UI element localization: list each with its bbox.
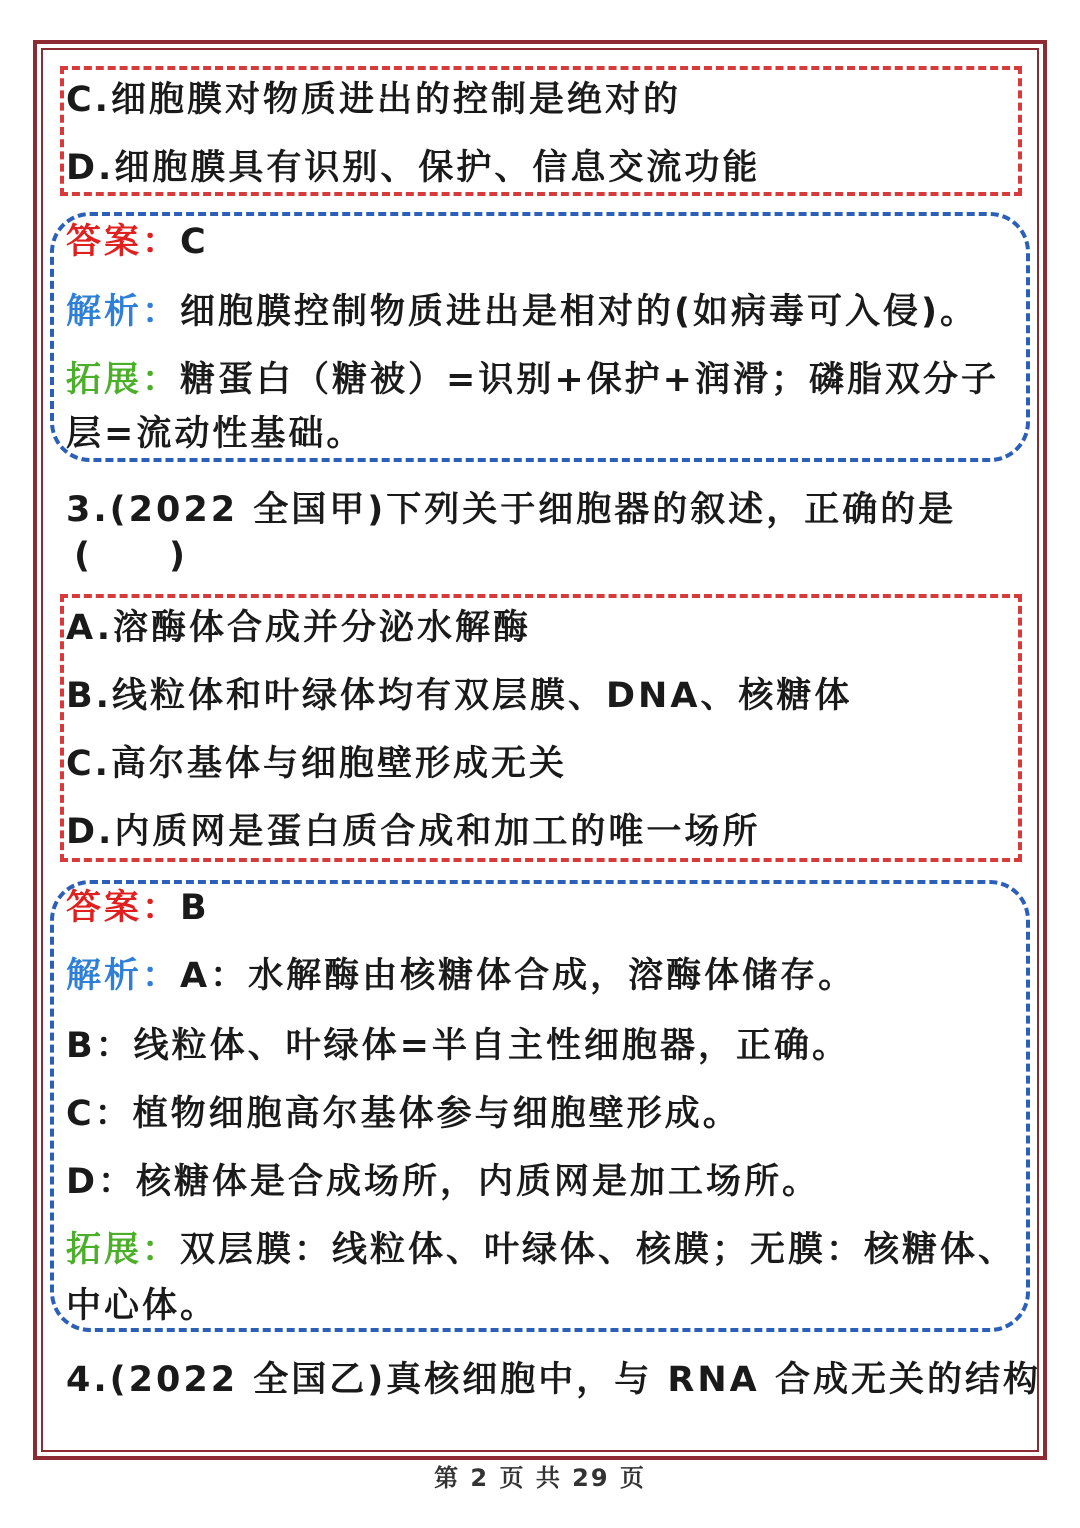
q3-title-line-1: 3.(2022 全国甲)下列关于细胞器的叙述，正确的是 bbox=[66, 490, 957, 530]
q3-option-a: A.溶酶体合成并分泌水解酶 bbox=[66, 608, 532, 648]
q3-analysis-line-c: C：植物细胞高尔基体参与细胞壁形成。 bbox=[66, 1094, 741, 1134]
extend-text: 糖蛋白（糖被）=识别+保护+润滑；磷脂双分子 bbox=[180, 360, 999, 400]
q3-option-c: C.高尔基体与细胞壁形成无关 bbox=[66, 744, 567, 784]
analysis-text: 细胞膜控制物质进出是相对的(如病毒可入侵)。 bbox=[180, 292, 979, 332]
answer-value: C bbox=[180, 222, 209, 262]
answer-label: 答案： bbox=[66, 888, 181, 928]
q3-extend-line-2: 中心体。 bbox=[66, 1286, 219, 1326]
q4-title: 4.(2022 全国乙)真核细胞中，与 RNA 合成无关的结构 bbox=[66, 1360, 1041, 1400]
q2-option-d: D.细胞膜具有识别、保护、信息交流功能 bbox=[66, 148, 761, 188]
extend-label: 拓展： bbox=[66, 360, 181, 400]
q3-title-line-2: ( ) bbox=[74, 536, 188, 576]
q2-extend-line-2: 层=流动性基础。 bbox=[66, 414, 365, 454]
q3-analysis-line-a bbox=[66, 954, 856, 998]
page-number: 第 2 页 共 29 页 bbox=[434, 1464, 646, 1492]
q3-option-b: B.线粒体和叶绿体均有双层膜、DNA、核糖体 bbox=[66, 676, 853, 716]
q3-analysis-line-d: D：核糖体是合成场所，内质网是加工场所。 bbox=[66, 1162, 821, 1202]
q2-answer-line bbox=[66, 220, 209, 264]
analysis-label: 解析： bbox=[66, 956, 181, 996]
extend-label: 拓展： bbox=[66, 1230, 181, 1270]
q2-extend-line-1 bbox=[66, 358, 999, 402]
q3-analysis-line-b: B：线粒体、叶绿体=半自主性细胞器，正确。 bbox=[66, 1026, 851, 1066]
q3-extend-line-1 bbox=[66, 1228, 1016, 1272]
analysis-label: 解析： bbox=[66, 292, 181, 332]
q2-analysis-line bbox=[66, 290, 978, 334]
analysis-text: A：水解酶由核糖体合成，溶酶体储存。 bbox=[180, 956, 857, 996]
answer-value: B bbox=[180, 888, 210, 928]
answer-label: 答案： bbox=[66, 222, 181, 262]
q3-option-d: D.内质网是蛋白质合成和加工的唯一场所 bbox=[66, 812, 761, 852]
q3-answer-line bbox=[66, 886, 210, 930]
extend-text: 双层膜：线粒体、叶绿体、核膜；无膜：核糖体、 bbox=[180, 1230, 1017, 1270]
q2-option-c: C.细胞膜对物质进出的控制是绝对的 bbox=[66, 80, 681, 120]
